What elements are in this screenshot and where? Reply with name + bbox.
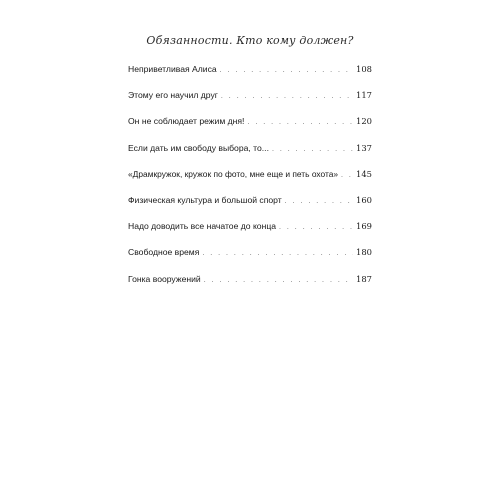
toc-entry-title: Физическая культура и большой спорт — [128, 194, 282, 205]
toc-entry-page: 120 — [356, 116, 372, 127]
toc-entry — [128, 243, 372, 261]
toc-entry — [128, 191, 372, 209]
toc-entry — [128, 86, 372, 104]
toc-entry — [128, 165, 372, 183]
toc-entry-title: Неприветливая Алиса — [128, 64, 217, 74]
toc-entry — [128, 112, 372, 130]
toc-leader-dots — [204, 272, 353, 290]
toc-entry-page: 180 — [356, 247, 372, 258]
toc-entry-title: Он не соблюдает режим дня! — [128, 116, 245, 127]
section-title: Обязанности. Кто кому должен? — [146, 34, 354, 47]
toc-entry-page: 145 — [356, 168, 372, 179]
toc-leader-dots — [220, 62, 353, 80]
toc-entry-page: 160 — [356, 194, 372, 205]
toc-entry-title: Если дать им свободу выбора, то... — [128, 142, 269, 153]
toc-leader-dots — [202, 245, 353, 263]
toc-leader-dots — [279, 219, 353, 237]
toc-entry-page: 187 — [356, 273, 372, 284]
toc-entry-title: Надо доводить все начатое до конца — [128, 221, 277, 232]
toc-leader-dots — [221, 88, 353, 106]
toc-entry — [128, 139, 372, 157]
toc-entry-title: Этому его научил друг — [128, 90, 218, 101]
toc-entry-page: 108 — [356, 64, 372, 74]
toc-leader-dots — [341, 167, 353, 185]
table-of-contents — [128, 60, 372, 296]
toc-entry-page: 137 — [356, 142, 372, 153]
toc-entry-page: 117 — [356, 90, 372, 101]
toc-entry-title: Гонка вооружений — [128, 273, 201, 284]
toc-leader-dots — [272, 141, 353, 159]
toc-leader-dots — [247, 114, 353, 132]
toc-leader-dots — [285, 193, 353, 211]
toc-entry-page: 169 — [356, 221, 372, 232]
toc-entry — [128, 217, 372, 235]
toc-entry-title: «Драмкружок, кружок по фото, мне еще и петь охота» — [128, 168, 339, 179]
toc-entry — [128, 60, 372, 78]
toc-entry — [128, 270, 372, 288]
toc-entry-title: Свободное время — [128, 247, 200, 258]
